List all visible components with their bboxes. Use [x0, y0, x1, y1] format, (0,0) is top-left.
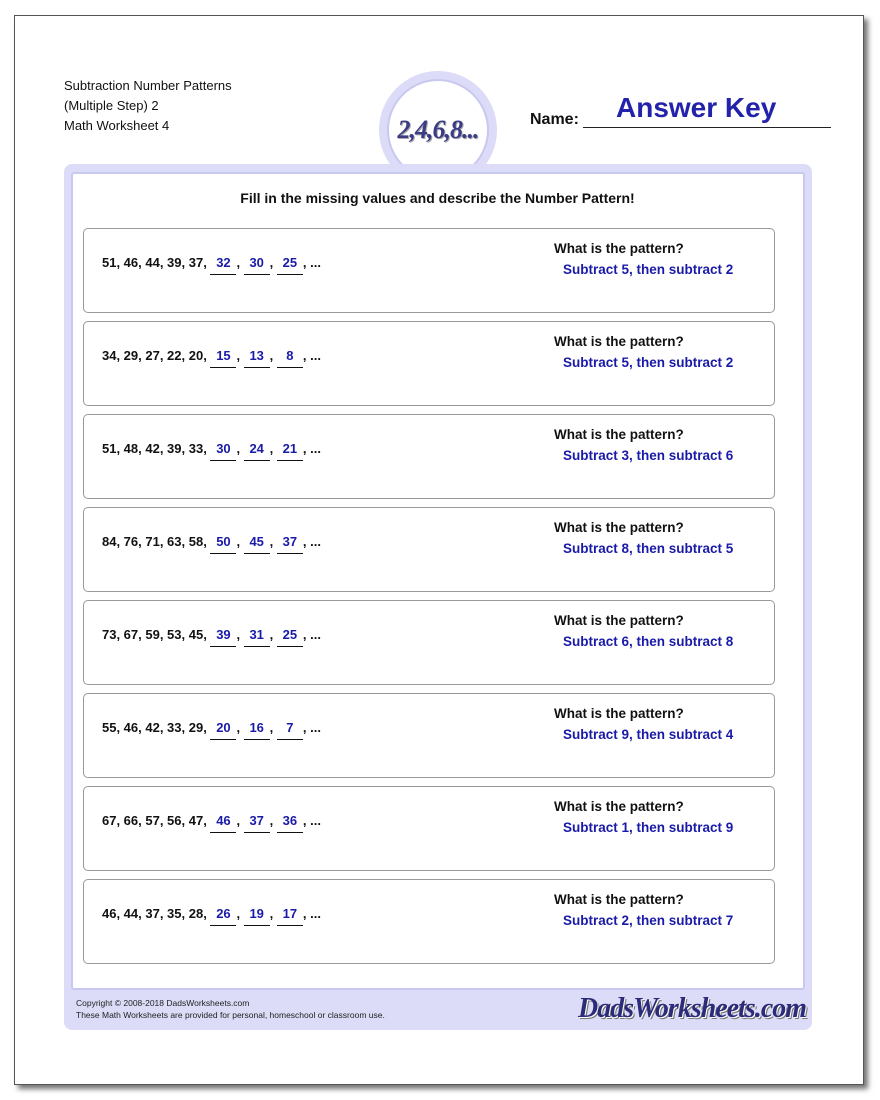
answer-blank: 24	[244, 441, 270, 461]
name-label: Name:	[530, 111, 579, 128]
logo-text: 2,4,6,8...	[397, 115, 479, 144]
pattern-question: What is the pattern?	[554, 334, 684, 349]
answer-blank: 36	[277, 813, 303, 833]
number-sequence: 73, 67, 59, 53, 45, 39 , 31 , 25 , ...	[102, 627, 321, 647]
answer-blank: 16	[244, 720, 270, 740]
answer-blank: 46	[210, 813, 236, 833]
number-sequence: 51, 46, 44, 39, 37, 32 , 30 , 25 , ...	[102, 255, 321, 275]
ellipsis: ...	[310, 813, 321, 828]
answer-blank: 17	[277, 906, 303, 926]
number-sequence: 55, 46, 42, 33, 29, 20 , 16 , 7 , ...	[102, 720, 321, 740]
pattern-answer: Subtract 5, then subtract 2	[563, 355, 734, 370]
answer-key-title: Answer Key	[616, 92, 777, 123]
title-line-2: (Multiple Step) 2	[64, 98, 159, 113]
problems-frame	[64, 164, 812, 1030]
pattern-question: What is the pattern?	[554, 892, 684, 907]
ellipsis: ...	[310, 627, 321, 642]
usage-note: These Math Worksheets are provided for personal, homeschool or classroom use.	[76, 1010, 385, 1020]
number-sequence: 34, 29, 27, 22, 20, 15 , 13 , 8 , ...	[102, 348, 321, 368]
copyright-notice	[76, 997, 385, 1021]
answer-blank: 15	[210, 348, 236, 368]
answer-blank: 37	[277, 534, 303, 554]
ellipsis: ...	[310, 906, 321, 921]
name-line	[583, 127, 831, 128]
answer-blank: 13	[244, 348, 270, 368]
given-numbers: 55, 46, 42, 33, 29,	[102, 720, 207, 735]
answer-blank: 39	[210, 627, 236, 647]
pattern-answer: Subtract 3, then subtract 6	[563, 448, 734, 463]
answer-blank: 8	[277, 348, 303, 368]
answer-blank: 32	[210, 255, 236, 275]
problem-box	[83, 879, 775, 964]
answer-blank: 7	[277, 720, 303, 740]
pattern-answer: Subtract 2, then subtract 7	[563, 913, 734, 928]
answer-blank: 25	[277, 255, 303, 275]
given-numbers: 73, 67, 59, 53, 45,	[102, 627, 207, 642]
ellipsis: ...	[310, 441, 321, 456]
answer-blank: 26	[210, 906, 236, 926]
pattern-answer: Subtract 6, then subtract 8	[563, 634, 734, 649]
pattern-question: What is the pattern?	[554, 613, 684, 628]
ellipsis: ...	[310, 534, 321, 549]
given-numbers: 51, 48, 42, 39, 33,	[102, 441, 207, 456]
number-sequence: 51, 48, 42, 39, 33, 30 , 24 , 21 , ...	[102, 441, 321, 461]
problem-box	[83, 600, 775, 685]
pattern-question: What is the pattern?	[554, 706, 684, 721]
number-sequence: 84, 76, 71, 63, 58, 50 , 45 , 37 , ...	[102, 534, 321, 554]
given-numbers: 34, 29, 27, 22, 20,	[102, 348, 207, 363]
problem-box	[83, 414, 775, 499]
answer-blank: 30	[210, 441, 236, 461]
pattern-question: What is the pattern?	[554, 241, 684, 256]
ellipsis: ...	[310, 348, 321, 363]
answer-blank: 21	[277, 441, 303, 461]
problem-box	[83, 507, 775, 592]
pattern-answer: Subtract 9, then subtract 4	[563, 727, 734, 742]
answer-blank: 50	[210, 534, 236, 554]
ellipsis: ...	[310, 255, 321, 270]
title-line-3: Math Worksheet 4	[64, 118, 170, 133]
dadsworksheets-logo: DadsWorksheets.com	[578, 993, 807, 1024]
pattern-answer: Subtract 8, then subtract 5	[563, 541, 734, 556]
problem-box	[83, 321, 775, 406]
title-line-1: Subtraction Number Patterns	[64, 78, 232, 93]
problem-box	[83, 693, 775, 778]
pattern-answer: Subtract 1, then subtract 9	[563, 820, 734, 835]
pattern-answer: Subtract 5, then subtract 2	[563, 262, 734, 277]
copyright-text: Copyright © 2008-2018 DadsWorksheets.com	[76, 998, 250, 1008]
problem-box	[83, 228, 775, 313]
number-sequence: 46, 44, 37, 35, 28, 26 , 19 , 17 , ...	[102, 906, 321, 926]
given-numbers: 84, 76, 71, 63, 58,	[102, 534, 207, 549]
answer-blank: 20	[210, 720, 236, 740]
problem-box	[83, 786, 775, 871]
pattern-question: What is the pattern?	[554, 520, 684, 535]
answer-blank: 19	[244, 906, 270, 926]
pattern-question: What is the pattern?	[554, 427, 684, 442]
instructions: Fill in the missing values and describe the Number Pattern!	[240, 190, 635, 206]
given-numbers: 51, 46, 44, 39, 37,	[102, 255, 207, 270]
given-numbers: 46, 44, 37, 35, 28,	[102, 906, 207, 921]
pattern-question: What is the pattern?	[554, 799, 684, 814]
number-sequence: 67, 66, 57, 56, 47, 46 , 37 , 36 , ...	[102, 813, 321, 833]
given-numbers: 67, 66, 57, 56, 47,	[102, 813, 207, 828]
ellipsis: ...	[310, 720, 321, 735]
answer-blank: 45	[244, 534, 270, 554]
answer-blank: 31	[244, 627, 270, 647]
worksheet-title	[64, 76, 232, 136]
answer-blank: 25	[277, 627, 303, 647]
answer-blank: 30	[244, 255, 270, 275]
answer-blank: 37	[244, 813, 270, 833]
